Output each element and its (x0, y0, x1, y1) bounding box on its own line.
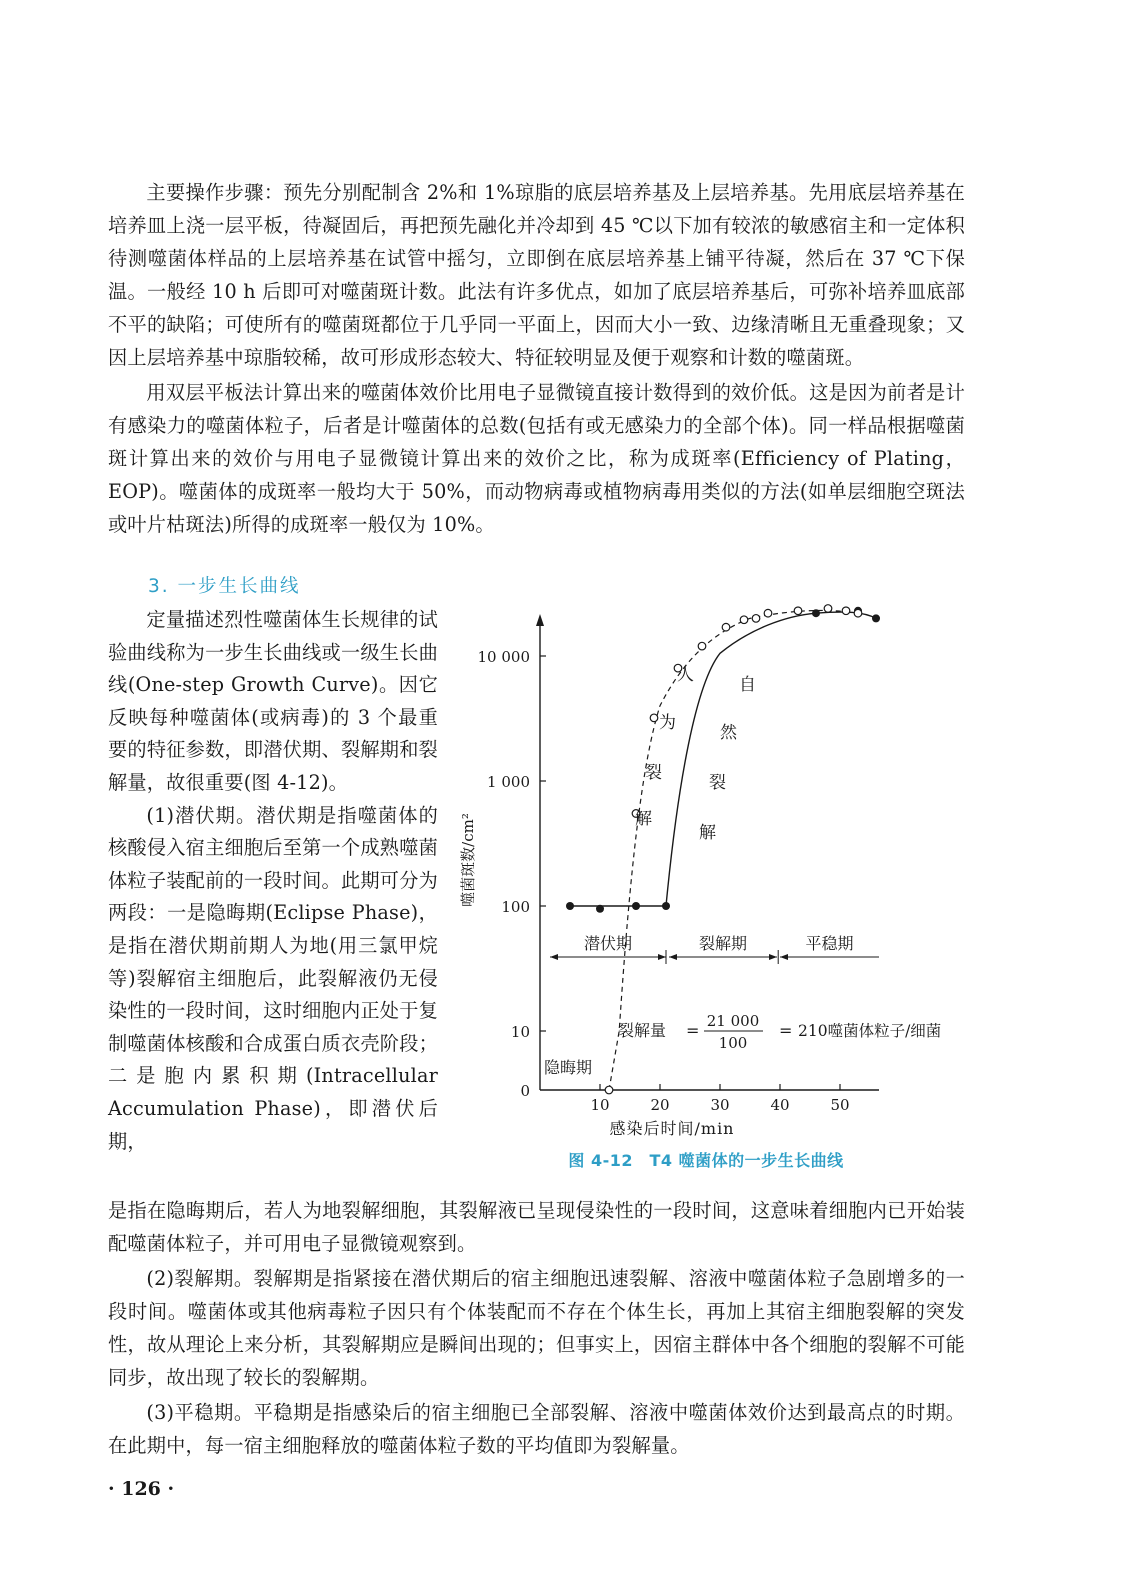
growth-curve-figure (455, 600, 975, 1140)
burst-size-numerator: 21 000 (706, 1012, 760, 1030)
paragraph-continued: 是指在隐晦期后，若人为地裂解细胞，其裂解液已呈现侵染性的一段时间，这意味着细胞内已开始装配噬菌体粒子，并可用电子显微镜观察到。 (108, 1199, 965, 1255)
eclipse-label: 隐晦期 (544, 1058, 593, 1077)
natural-curve-label-char: 然 (720, 723, 737, 743)
burst-size-result: 210噬菌体粒子/细菌 (798, 1022, 942, 1040)
paragraph-eop: 用双层平板法计算出来的噬菌体效价比用电子显微镜直接计数得到的效价低。这是因为前者是计有感染力的噬菌体粒子，后者是计噬菌体的总数(包括有或无感染力的全部个体)。同一样品根据噬菌斑计算出来的效价与用电子显微镜计算出来的效价之比，称为成斑率(Efficiency of Plating，EOP)。噬菌体的成斑率一般均大于 50%，而动物病毒或植物病毒用类似的方法(如单层细胞空斑法或叶片枯斑法)所得的成斑率一般仅为 10%。 (108, 381, 965, 536)
artificial-data-point (842, 607, 850, 615)
paragraph-procedure: 主要操作步骤：预先分别配制含 2%和 1%琼脂的底层培养基及上层培养基。先用底层培养基在培养皿上浇一层平板，待凝固后，再把预先融化并冷却到 45 ℃以下加有较浓的敏感宿主和一定体积待测噬菌体样品的上层培养基在试管中摇匀，立即倒在底层培养基上铺平待凝，然后在 37 ℃下保温。一般经 10 h 后即可对噬菌斑计数。此法有许多优点，如加了底层培养基后，可弥补培养皿底部不平的缺陷；可使所有的噬菌斑都位于几乎同一平面上，因而大小一致、边缘清晰且无重叠现象；又因上层培养基中琼脂较稀，故可形成形态较大、特征较明显及便于观察和计数的噬菌斑。 (108, 181, 965, 369)
phase-label: 潜伏期 (583, 934, 633, 953)
paragraph-definition: 定量描述烈性噬菌体生长规律的试验曲线称为一步生长曲线或一级生长曲线(One-step Growth Curve)。因它反映每种噬菌体(或病毒)的 3 个最重要的特征参数，即潜伏期、裂解期和裂解量，故很重要(图 4-12)。 (108, 608, 438, 794)
natural-data-point (812, 609, 820, 617)
burst-size-denominator: 100 (718, 1034, 748, 1052)
paragraph-latent-period: (1)潜伏期。潜伏期是指噬菌体的核酸侵入宿主细胞后至第一个成熟噬菌体粒子装配前的一段时间。此期可分为两段：一是隐晦期(Eclipse Phase)，是指在潜伏期前期人为地(用三氯甲烷等)裂解宿主细胞后，此裂解液仍无侵染性的一段时间，这时细胞内正处于复制噬菌体核酸和合成蛋白质衣壳阶段；二是胞内累积期(Intracellular Accumulation Phase)，即潜伏后期， (108, 803, 438, 1153)
artificial-curve-label-char: 人 (677, 665, 694, 685)
phase-arrow-head (780, 954, 788, 960)
paragraph-lysis-period: (2)裂解期。裂解期是指紧接在潜伏期后的宿主细胞迅速裂解、溶液中噬菌体粒子急剧增多的一段时间。噬菌体或其他病毒粒子因只有个体装配而不存在个体生长，再加上其宿主细胞裂解的突发性，故从理论上来分析，其裂解期应是瞬间出现的；但事实上，因宿主群体中各个细胞的裂解不可能同步，故出现了较长的裂解期。 (108, 1267, 965, 1389)
natural-data-point (662, 902, 670, 910)
artificial-data-point (854, 609, 862, 617)
body-text-block (108, 1194, 965, 1462)
artificial-curve-label-char: 裂 (645, 763, 662, 783)
phase-arrow-head (550, 954, 558, 960)
y-tick-label: 10 (510, 1023, 530, 1041)
growth-curve-chart (455, 600, 975, 1140)
natural-lysis-curve (570, 612, 876, 906)
x-tick-label: 40 (770, 1096, 790, 1114)
phase-label: 裂解期 (698, 934, 748, 953)
artificial-curve-label-char: 解 (635, 809, 652, 829)
natural-data-point (632, 902, 640, 910)
intro-text-block (108, 176, 965, 541)
x-tick-label: 20 (650, 1096, 670, 1114)
chart-annotations (459, 665, 941, 1138)
artificial-data-point (764, 609, 772, 617)
y-tick-label: 1 000 (487, 773, 530, 791)
x-tick-label: 30 (710, 1096, 730, 1114)
page-number: · 126 · (108, 1478, 175, 1500)
phase-arrow-head (669, 954, 677, 960)
phase-label: 平稳期 (805, 934, 854, 953)
paragraph-plateau-period: (3)平稳期。平稳期是指感染后的宿主细胞已全部裂解、溶液中噬菌体效价达到最高点的时期。在此期中，每一宿主细胞释放的噬菌体粒子数的平均值即为裂解量。 (108, 1401, 965, 1457)
artificial-data-point (722, 623, 730, 631)
x-tick-label: 50 (830, 1096, 850, 1114)
natural-data-point (872, 614, 880, 622)
artificial-data-point (650, 714, 658, 722)
x-axis-label: 感染后时间/min (609, 1119, 735, 1138)
natural-data-point (596, 905, 604, 913)
burst-size-label: 裂解量 (618, 1021, 667, 1040)
figure-caption: 图 4-12 T4 噬菌体的一步生长曲线 (568, 1151, 844, 1170)
phase-arrow-head (658, 954, 666, 960)
artificial-data-point (698, 642, 706, 650)
y-axis-label: 噬菌斑数/cm² (459, 813, 477, 907)
natural-curve-label-char: 自 (739, 675, 756, 695)
phase-arrow-head (769, 954, 777, 960)
natural-curve-label-char: 裂 (709, 773, 726, 793)
artificial-data-point (824, 605, 832, 613)
burst-size-equals: = (779, 1021, 793, 1040)
natural-data-point (566, 902, 574, 910)
section-heading: 3. 一步生长曲线 (148, 576, 301, 597)
artificial-data-point (752, 615, 760, 623)
artificial-data-point (740, 616, 748, 624)
y-tick-label: 10 000 (477, 648, 530, 666)
burst-size-equals: = (686, 1021, 700, 1040)
artificial-curve-label-char: 为 (659, 713, 676, 733)
natural-curve-label-char: 解 (699, 823, 716, 843)
x-tick-label: 10 (590, 1096, 610, 1114)
artificial-data-point (605, 1086, 613, 1094)
left-column-text (108, 604, 438, 1158)
y-tick-label: 0 (520, 1082, 530, 1100)
y-axis-arrow (536, 614, 544, 626)
y-tick-label: 100 (501, 898, 530, 916)
artificial-data-point (794, 607, 802, 615)
